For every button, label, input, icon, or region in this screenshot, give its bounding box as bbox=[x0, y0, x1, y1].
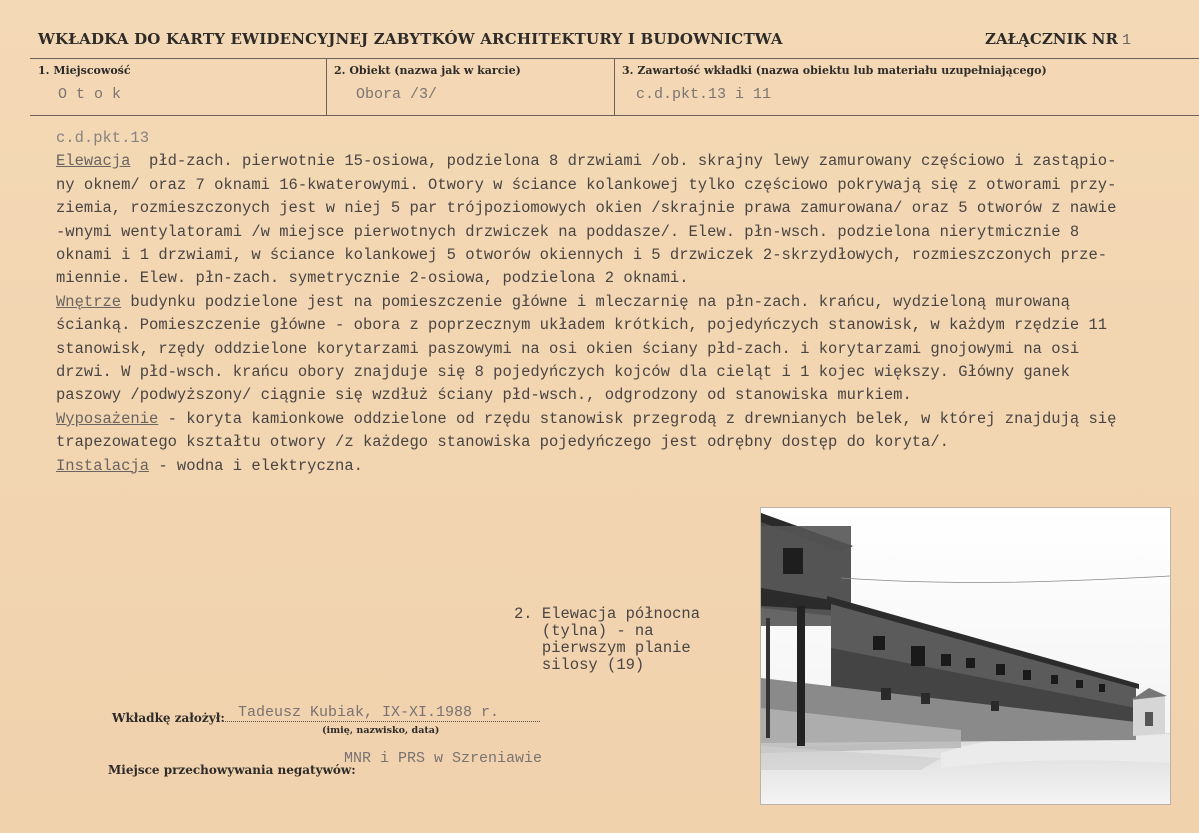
body-line: ścianką. Pomieszczenie główne - obora z poprzecznym układem krótkich, pojedyńczych stanowisk, w każdym rzędzie 11 bbox=[56, 316, 1108, 335]
card-title: WKŁADKA DO KARTY EWIDENCYJNEJ ZABYTKÓW ARCHITEKTURY I BUDOWNICTWA bbox=[38, 30, 783, 48]
author-label: Wkładkę założył: bbox=[112, 711, 225, 725]
body-line: paszowy /podwyższony/ ciągnie się wzdłuż ściany płd-wsch., odgrodzony od stanowiska murkiem. bbox=[56, 386, 912, 405]
locality-label: 1. Miejscowość bbox=[38, 64, 131, 77]
barn-photo-image bbox=[761, 508, 1170, 804]
body-line: oknami i 1 drzwiami, w ściance kolankowej 5 otworów okiennych i 5 drzwiczek 2-skrzydłowych, rozmieszczonych prze- bbox=[56, 246, 1108, 265]
body-line: - wodna i elektryczna. bbox=[149, 456, 363, 475]
object-value: Obora /3/ bbox=[356, 86, 438, 103]
field-divider-1 bbox=[326, 58, 327, 115]
attachment-number bbox=[985, 30, 1131, 49]
author-sublabel: (imię, nazwisko, data) bbox=[322, 725, 440, 736]
section-heading-interior: Wnętrze bbox=[56, 292, 122, 311]
storage-label: Miejsce przechowywania negatywów: bbox=[108, 763, 356, 777]
contents-label: 3. Zawartość wkładki (nazwa obiektu lub materiału uzupełniającego) bbox=[622, 64, 1047, 77]
locality-value: O t o k bbox=[58, 86, 122, 103]
body-line: drzwi. W płd-wsch. krańcu obory znajduje się 8 pojedyńczych kojców dla cieląt i 1 kojec większy. Główny ganek bbox=[56, 363, 1070, 382]
contents-value: c.d.pkt.13 i 11 bbox=[636, 86, 772, 103]
body-line: c.d.pkt.13 bbox=[56, 129, 150, 147]
barn-photo bbox=[760, 507, 1171, 805]
section-heading-elevation: Elewacja bbox=[56, 152, 131, 171]
body-line: stanowisk, rzędy oddzielone korytarzami paszowymi na osi okien ściany płd-zach. i korytarzami gnojowymi na osi bbox=[56, 339, 1080, 358]
body-line: - koryta kamionkowe oddzielone od rzędu stanowisk przegrodą z drewnianych belek, w której znajdują się bbox=[158, 409, 1117, 428]
author-dotted-line bbox=[222, 721, 540, 722]
caption-line: 2. Elewacja północna bbox=[514, 605, 701, 623]
section-heading-installation: Instalacja bbox=[56, 456, 150, 475]
caption-line: (tylna) - na bbox=[514, 622, 654, 640]
attachment-label: ZAŁĄCZNIK NR bbox=[985, 30, 1118, 48]
body-line: -wnymi wentylatorami /w miejsce pierwotnych drzwiczek na poddasze/. Elew. płn-wsch. podzielona nierytmicznie 8 bbox=[56, 222, 1080, 241]
caption-line: silosy (19) bbox=[514, 656, 645, 674]
body-line: miennie. Elew. płn-zach. symetrycznie 2-osiowa, podzielona 2 oknami. bbox=[56, 269, 689, 288]
field-divider-2 bbox=[614, 58, 615, 115]
header-rule-bottom bbox=[30, 115, 1199, 116]
attachment-value: 1 bbox=[1121, 32, 1131, 49]
section-heading-equipment: Wyposażenie bbox=[56, 409, 159, 428]
body-line: budynku podzielone jest na pomieszczenie główne i mleczarnię na płn-zach. krańcu, wydzieloną murowaną bbox=[121, 292, 1070, 311]
author-value: Tadeusz Kubiak, IX-XI.1988 r. bbox=[238, 704, 500, 721]
photo-caption bbox=[514, 606, 700, 674]
body-line: ny oknem/ oraz 7 oknami 16-kwaterowymi. Otwory w ściance kolankowej tylko częściowo pokrywają się z otworami przy- bbox=[56, 175, 1117, 194]
body-line: płd-zach. pierwotnie 15-osiowa, podzielona 8 drzwiami /ob. skrajny lewy zamurowany częściowo i zastąpio- bbox=[130, 152, 1117, 171]
storage-value: MNR i PRS w Szreniawie bbox=[344, 750, 543, 767]
description-text bbox=[56, 127, 1196, 478]
caption-line: pierwszym planie bbox=[514, 639, 691, 657]
object-label: 2. Obiekt (nazwa jak w karcie) bbox=[334, 64, 521, 77]
body-line: ziemia, rozmieszczonych jest w niej 5 par trójpoziomowych okien /skrajnie prawa zamurowana/ oraz 5 otworów z nawie bbox=[56, 199, 1117, 218]
body-line: trapezowatego kształtu otwory /z każdego stanowiska pojedyńczego jest odrębny dostęp do koryta/. bbox=[56, 433, 949, 452]
